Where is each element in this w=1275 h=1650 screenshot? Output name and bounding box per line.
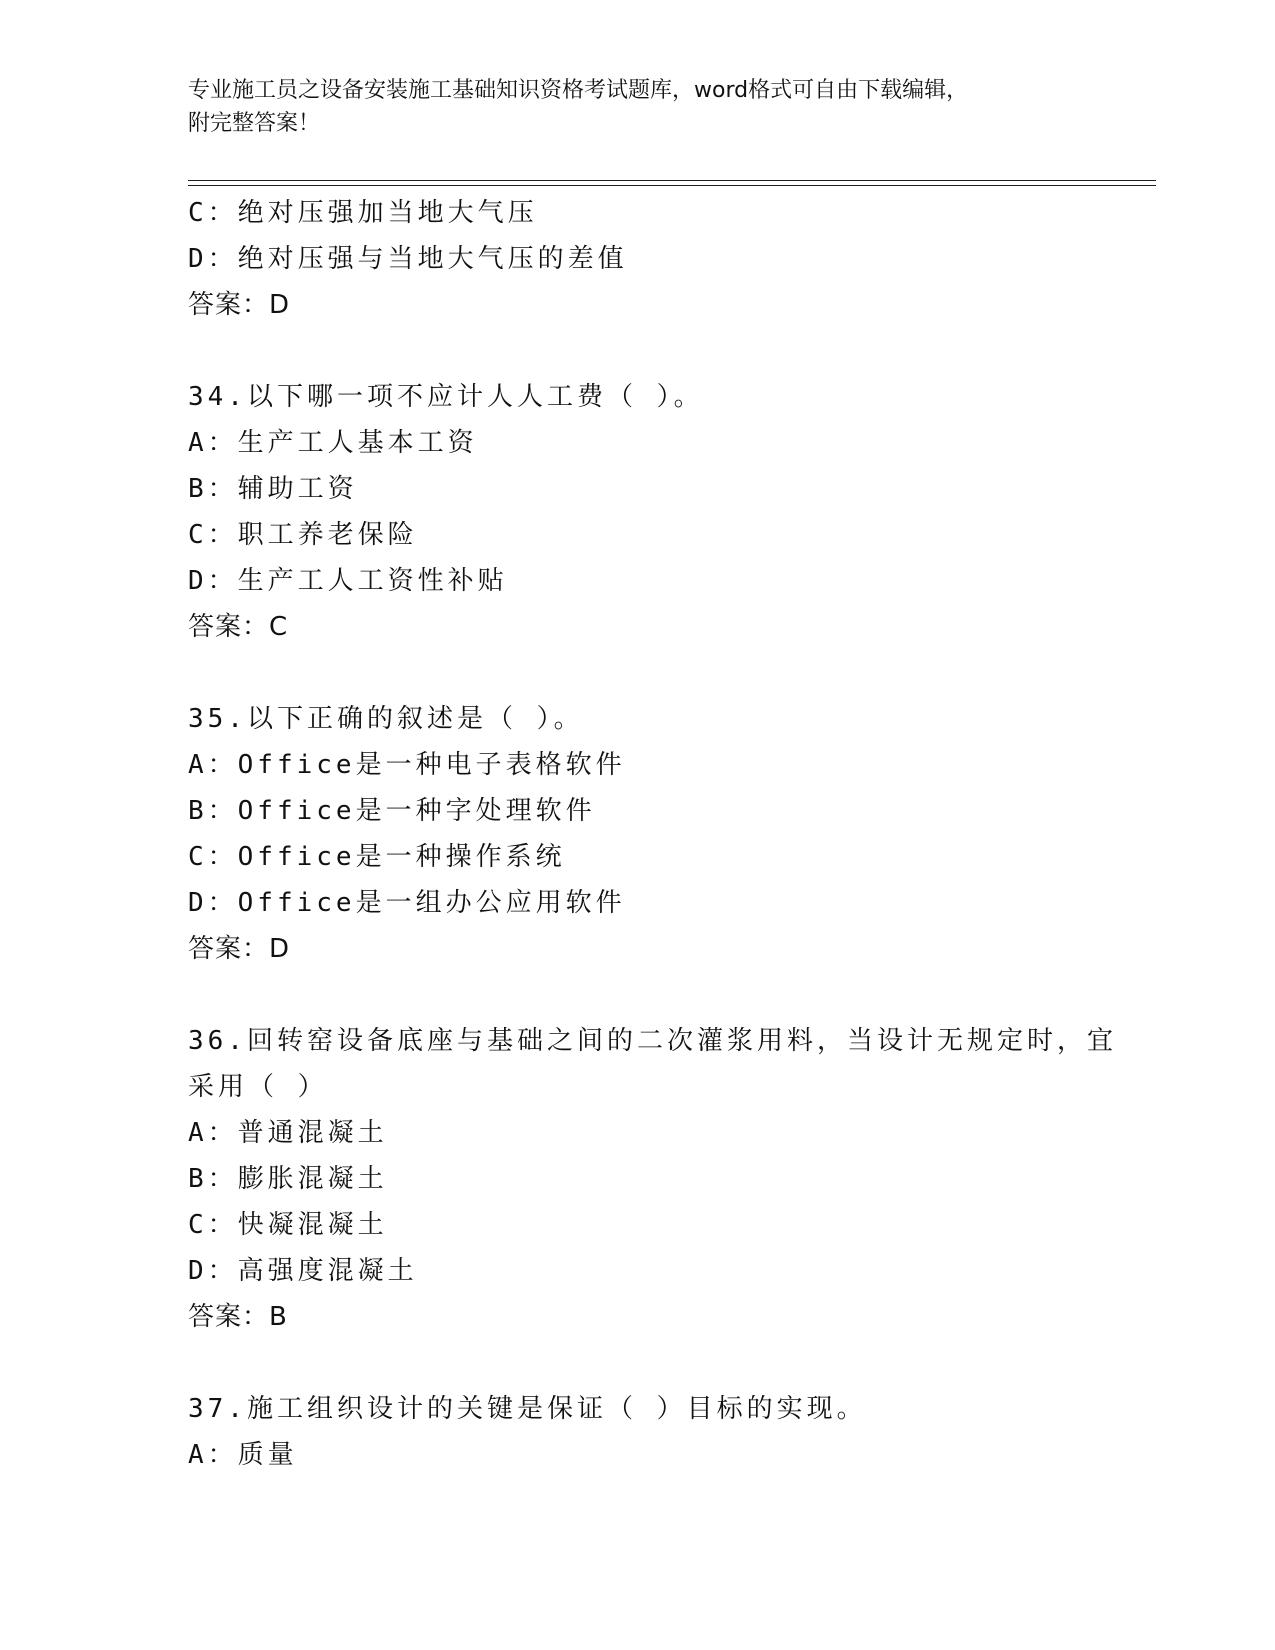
header-line-1: 专业施工员之设备安装施工基础知识资格考试题库，word格式可自由下载编辑， — [188, 78, 969, 103]
document-header — [188, 74, 1068, 140]
option-d: D：Office是一组办公应用软件 — [188, 888, 626, 918]
option-a: A：生产工人基本工资 — [188, 428, 478, 458]
option-d: D：生产工人工资性补贴 — [188, 566, 508, 596]
spacer — [188, 972, 1148, 1018]
option-a: A：质量 — [188, 1440, 298, 1470]
header-divider-bottom — [188, 185, 1156, 186]
option-b: B：Office是一种字处理软件 — [188, 796, 596, 826]
question-text: 35.以下正确的叙述是（ ）。 — [188, 704, 584, 734]
option-a: A：Office是一种电子表格软件 — [188, 750, 626, 780]
question-list — [188, 190, 1148, 1478]
option-d: D：绝对压强与当地大气压的差值 — [188, 244, 628, 274]
question-block-33 — [188, 190, 1148, 328]
question-text: 34.以下哪一项不应计人人工费（ ）。 — [188, 382, 704, 412]
header-line-2: 附完整答案！ — [188, 111, 321, 136]
option-a: A：普通混凝土 — [188, 1118, 388, 1148]
question-block-37 — [188, 1386, 1148, 1478]
option-c: C：Office是一种操作系统 — [188, 842, 566, 872]
option-b: B：膨胀混凝土 — [188, 1164, 388, 1194]
question-text-line-2: 采用（ ） — [188, 1072, 328, 1102]
option-c: C：绝对压强加当地大气压 — [188, 198, 538, 228]
option-d: D：高强度混凝土 — [188, 1256, 418, 1286]
option-c: C：职工养老保险 — [188, 520, 418, 550]
question-block-34 — [188, 374, 1148, 650]
spacer — [188, 650, 1148, 696]
spacer — [188, 1340, 1148, 1386]
question-text-line-1: 36.回转窑设备底座与基础之间的二次灌浆用料，当设计无规定时，宜 — [188, 1026, 1117, 1056]
question-text: 37.施工组织设计的关键是保证（ ）目标的实现。 — [188, 1394, 867, 1424]
option-b: B：辅助工资 — [188, 474, 358, 504]
answer-line: 答案：C — [188, 612, 289, 642]
question-block-35 — [188, 696, 1148, 972]
answer-line: 答案：D — [188, 934, 291, 964]
question-block-36 — [188, 1018, 1148, 1340]
answer-line: 答案：B — [188, 1302, 288, 1332]
option-c: C：快凝混凝土 — [188, 1210, 388, 1240]
spacer — [188, 328, 1148, 374]
header-divider-top — [188, 180, 1156, 181]
answer-line: 答案：D — [188, 290, 291, 320]
